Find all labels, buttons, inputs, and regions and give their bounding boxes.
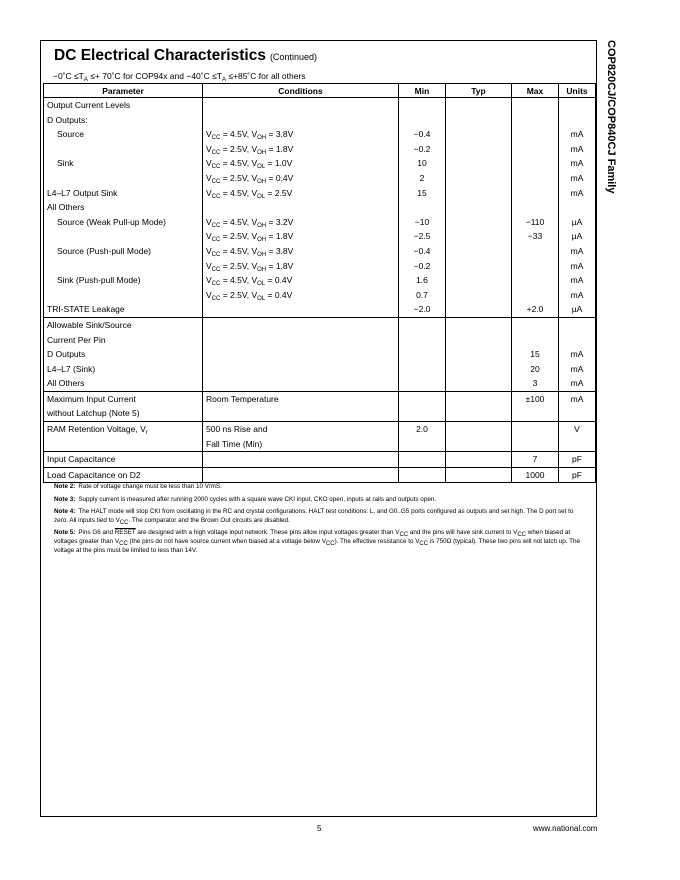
cell-line: Allowable Sink/Source [47, 319, 132, 330]
cell-line [402, 98, 442, 113]
cell-line: D Outputs: [47, 114, 88, 125]
cell-line [402, 362, 442, 377]
conditions-cell [203, 317, 399, 391]
cell-line: RAM Retention Voltage, $V_r$ [47, 424, 148, 437]
typ-cell [446, 422, 512, 452]
cell-line: mA [570, 289, 584, 300]
cell-line: mA [570, 143, 584, 154]
footnote: Note 5: Pins G6 and RESET are designed with a high voltage input network. These pins allow input voltages greater than $V_{CC}$ and the pins will have sink current to $V_{CC}$ when biased at voltages greater than $V_{CC}$ (the pins do not have source current when biased at a voltage below $V_{CC}$). The effective resistance to $V_{CC}$ is 750Ω (typical). These two pins will not latch up. The voltage at the pins must be limited to less than 14V. [54, 529, 581, 554]
cell-line [206, 406, 395, 421]
cell-line: mA [570, 158, 584, 169]
cell-line [562, 318, 592, 333]
cell-line [402, 318, 442, 333]
cell-line: mA [570, 172, 584, 183]
cell-line [402, 406, 442, 421]
cell-line [402, 376, 442, 391]
cell-line: pF [572, 454, 582, 465]
cell-line: Sink (Push-pull Mode) [57, 275, 141, 286]
cell-line [449, 244, 508, 259]
cell-line [402, 452, 442, 467]
cell-line: 7 [532, 454, 538, 465]
cell-line [402, 200, 442, 215]
cell-line [449, 347, 508, 362]
footnote: Note 4: The HALT mode will stop CKI from oscillating in the RC and crystal configurations. HALT test conditions: L, and G0..G5 ports configured as outputs and set high. The D port set to zero. All inputs tied to $V_{CC}$. The comparator and the Brown Out circuits are disabled. [54, 508, 574, 526]
conditions-cell [203, 98, 399, 318]
temperature-conditions: −0˚C $\le T_A$ ≤+ 70˚C for COP94x and −40˚C $\le T_A$ ≤+85˚C for all others [53, 71, 306, 83]
cell-line [47, 288, 199, 303]
cell-line [515, 200, 555, 215]
cell-line [449, 98, 508, 113]
cell-line [515, 156, 555, 171]
min-cell [399, 422, 446, 452]
page-title: DC Electrical Characteristics (Continued) [54, 47, 317, 64]
cell-line [449, 186, 508, 201]
cell-line: mA [570, 245, 584, 256]
units-cell [559, 422, 596, 452]
cell-line [206, 98, 395, 113]
units-cell [559, 98, 596, 318]
cell-line: D Outputs [47, 349, 86, 360]
cell-line [515, 288, 555, 303]
cell-line [515, 437, 555, 452]
cell-line: Room Temperature [206, 393, 279, 404]
units-cell [559, 467, 596, 483]
cell-line: mA [570, 129, 584, 140]
cell-line [449, 288, 508, 303]
cell-line [515, 142, 555, 157]
cell-line: 1.6 [416, 275, 428, 286]
cell-line [402, 468, 442, 483]
cell-line: 0.7 [416, 289, 428, 300]
cell-line: 2.0 [416, 424, 428, 435]
cell-line: 20 [530, 363, 540, 374]
cell-line [449, 437, 508, 452]
parameter-cell [44, 452, 203, 468]
cell-line: µA [571, 304, 583, 315]
table-row [44, 452, 596, 468]
cell-line: $V_{CC} = 4.5V$, $V_{OL} = 0.4V$ [206, 275, 293, 288]
cell-line: −0.2 [413, 143, 431, 154]
cell-line: 500 ns Rise and [206, 424, 268, 435]
cell-line: µA [571, 216, 583, 227]
conditions-cell [203, 452, 399, 468]
cell-line: −2.5 [413, 231, 431, 242]
cell-line: Source (Push-pull Mode) [57, 245, 152, 256]
parameter-cell [44, 422, 203, 452]
cell-line: Fall Time (Min) [206, 438, 263, 449]
header-parameter: Parameter [44, 84, 203, 98]
typ-cell [446, 452, 512, 468]
cell-line: $V_{CC} = 4.5V$, $V_{OL} = 1.0V$ [206, 158, 293, 171]
parameter-cell [44, 391, 203, 421]
header-min: Min [399, 84, 446, 98]
cell-line: Source (Weak Pull-up Mode) [57, 216, 166, 227]
cell-line: −0.4 [413, 245, 431, 256]
header-units: Units [559, 84, 596, 98]
units-cell [559, 317, 596, 391]
cell-line [47, 259, 199, 274]
cell-line [449, 422, 508, 437]
cell-line [47, 171, 199, 186]
cell-line [449, 142, 508, 157]
cell-line [515, 422, 555, 437]
conditions-cell [203, 391, 399, 421]
footnote: Note 2: Rate of voltage change must be less than 10 V/mS. [54, 483, 222, 490]
cell-line [206, 318, 395, 333]
table-row [44, 317, 596, 391]
cell-line: Source [57, 129, 84, 140]
cell-line: mA [570, 363, 584, 374]
cell-line [449, 229, 508, 244]
max-cell [512, 98, 559, 318]
cell-line [206, 333, 395, 348]
cell-line [449, 113, 508, 128]
cell-line: TRI-STATE Leakage [47, 304, 125, 315]
cell-line: 15 [530, 349, 540, 360]
cell-line: All Others [47, 378, 85, 389]
cell-line [206, 452, 395, 467]
cell-line: 1000 [525, 469, 545, 480]
side-title [603, 40, 623, 340]
header-typ: Typ [446, 84, 512, 98]
cell-line [449, 468, 508, 483]
cell-line: $V_{CC} = 4.5V$, $V_{OH} = 3.8V$ [206, 129, 294, 142]
cell-line [206, 376, 395, 391]
cell-line [449, 273, 508, 288]
table-row [44, 467, 596, 483]
max-cell [512, 391, 559, 421]
cell-line [449, 362, 508, 377]
cell-line [515, 186, 555, 201]
footnote: Note 3: Supply current is measured after running 2000 cycles with a square wave CKI input, CKO open, inputs at rails and outputs open. [54, 495, 437, 503]
cell-line: µA [571, 231, 583, 242]
table-row [44, 391, 596, 421]
cell-line: Current Per Pin [47, 334, 106, 345]
cell-line: 3 [532, 378, 538, 389]
cell-line [449, 333, 508, 348]
cell-line: −33 [527, 231, 543, 242]
cell-line [515, 244, 555, 259]
cell-line [402, 113, 442, 128]
cell-line: +2.0 [526, 304, 544, 315]
units-cell [559, 452, 596, 468]
cell-line: L4–L7 (Sink) [47, 363, 96, 374]
max-cell [512, 422, 559, 452]
cell-line: 10 [417, 158, 427, 169]
cell-line: 15 [417, 187, 427, 198]
cell-line [515, 171, 555, 186]
cell-line: mA [570, 187, 584, 198]
side-title-text: COP820CJ/COP840CJ Family [605, 40, 617, 194]
header-conditions: Conditions [203, 84, 399, 98]
cell-line: $V_{CC} = 2.5V$, $V_{OL} = 0.4V$ [206, 289, 293, 302]
min-cell [399, 467, 446, 483]
typ-cell [446, 98, 512, 318]
max-cell [512, 467, 559, 483]
cell-line [562, 113, 592, 128]
cell-line [562, 406, 592, 421]
table-row [44, 98, 596, 318]
title-suffix: (Continued) [269, 52, 317, 62]
cell-line: All Others [47, 202, 85, 213]
cell-line: Output Current Levels [47, 100, 131, 110]
parameter-cell [44, 467, 203, 483]
max-cell [512, 452, 559, 468]
cell-line [515, 406, 555, 421]
cell-line: 2 [419, 172, 425, 183]
min-cell [399, 317, 446, 391]
cell-line [206, 468, 395, 483]
cell-line [449, 376, 508, 391]
max-cell [512, 317, 559, 391]
cell-line [515, 273, 555, 288]
cell-line: $V_{CC} = 2.5V$, $V_{OH} = 1.8V$ [206, 143, 294, 156]
table-header-row [44, 84, 596, 98]
page-frame [40, 40, 597, 817]
website-link[interactable]: www.national.com [533, 824, 598, 833]
cell-line [449, 171, 508, 186]
cell-line [402, 347, 442, 362]
cell-line [515, 113, 555, 128]
cell-line: Input Capacitance [47, 454, 116, 465]
cell-line [206, 347, 395, 362]
min-cell [399, 391, 446, 421]
header-max: Max [512, 84, 559, 98]
cell-line: $V_{CC} = 4.5V$, $V_{OH} = 3.2V$ [206, 216, 294, 229]
units-cell [559, 391, 596, 421]
cell-line [47, 229, 199, 244]
cell-line: mA [570, 393, 584, 404]
min-cell [399, 452, 446, 468]
cell-line [515, 333, 555, 348]
cell-line [402, 437, 442, 452]
cell-line [449, 392, 508, 407]
cell-line: mA [570, 349, 584, 360]
cell-line: ±100 [525, 393, 545, 404]
cell-line [515, 98, 555, 113]
conditions-cell [203, 467, 399, 483]
cell-line: −10 [414, 216, 430, 227]
cell-line [449, 318, 508, 333]
conditions-cell [203, 422, 399, 452]
cell-line [562, 98, 592, 113]
cell-line: $V_{CC} = 2.5V$, $V_{OH} = 1.8V$ [206, 260, 294, 273]
cell-line: −0.2 [413, 260, 431, 271]
cell-line: pF [572, 469, 582, 480]
cell-line: −110 [525, 216, 545, 227]
cell-line [206, 113, 395, 128]
cell-line: Load Capacitance on D2 [47, 469, 141, 480]
cell-line: $V_{CC} = 4.5V$, $V_{OL} = 2.5V$ [206, 187, 293, 200]
cell-line [449, 302, 508, 317]
cell-line [47, 437, 199, 452]
typ-cell [446, 467, 512, 483]
cell-line: V [574, 424, 580, 435]
cell-line [515, 127, 555, 142]
cell-line: $V_{CC} = 2.5V$, $V_{OH} = 1.8V$ [206, 231, 294, 244]
cell-line [449, 259, 508, 274]
cell-line: mA [570, 260, 584, 271]
cell-line: Maximum Input Current [47, 393, 136, 404]
parameter-cell [44, 317, 203, 391]
table-row [44, 422, 596, 452]
cell-line [206, 362, 395, 377]
cell-line: without Latchup (Note 5) [47, 408, 140, 419]
cell-line [47, 142, 199, 157]
cell-line: mA [570, 275, 584, 286]
cell-line [449, 156, 508, 171]
cell-line: $V_{CC} = 2.5V$, $V_{OH} = 0.4V$ [206, 172, 294, 185]
cell-line [562, 437, 592, 452]
cell-line: $V_{CC} = 4.5V$, $V_{OH} = 3.8V$ [206, 245, 294, 258]
parameter-cell [44, 98, 203, 318]
cell-line: mA [570, 378, 584, 389]
typ-cell [446, 391, 512, 421]
cell-line: −0.4 [413, 129, 431, 140]
min-cell [399, 98, 446, 318]
cell-line [515, 259, 555, 274]
cell-line [402, 333, 442, 348]
cell-line [206, 302, 395, 317]
cell-line [449, 452, 508, 467]
cell-line: −2.0 [413, 304, 431, 315]
cell-line [449, 200, 508, 215]
cell-line [515, 318, 555, 333]
cell-line [562, 333, 592, 348]
cell-line [402, 392, 442, 407]
cell-line [449, 406, 508, 421]
dc-characteristics-table [43, 83, 596, 483]
cell-line: L4–L7 Output Sink [47, 187, 118, 198]
cell-line [449, 127, 508, 142]
cell-line: Sink [57, 158, 74, 169]
cell-line [206, 200, 395, 215]
cell-line [449, 215, 508, 230]
cell-line [562, 200, 592, 215]
page-number: 5 [317, 824, 322, 833]
footnotes [54, 483, 589, 559]
typ-cell [446, 317, 512, 391]
